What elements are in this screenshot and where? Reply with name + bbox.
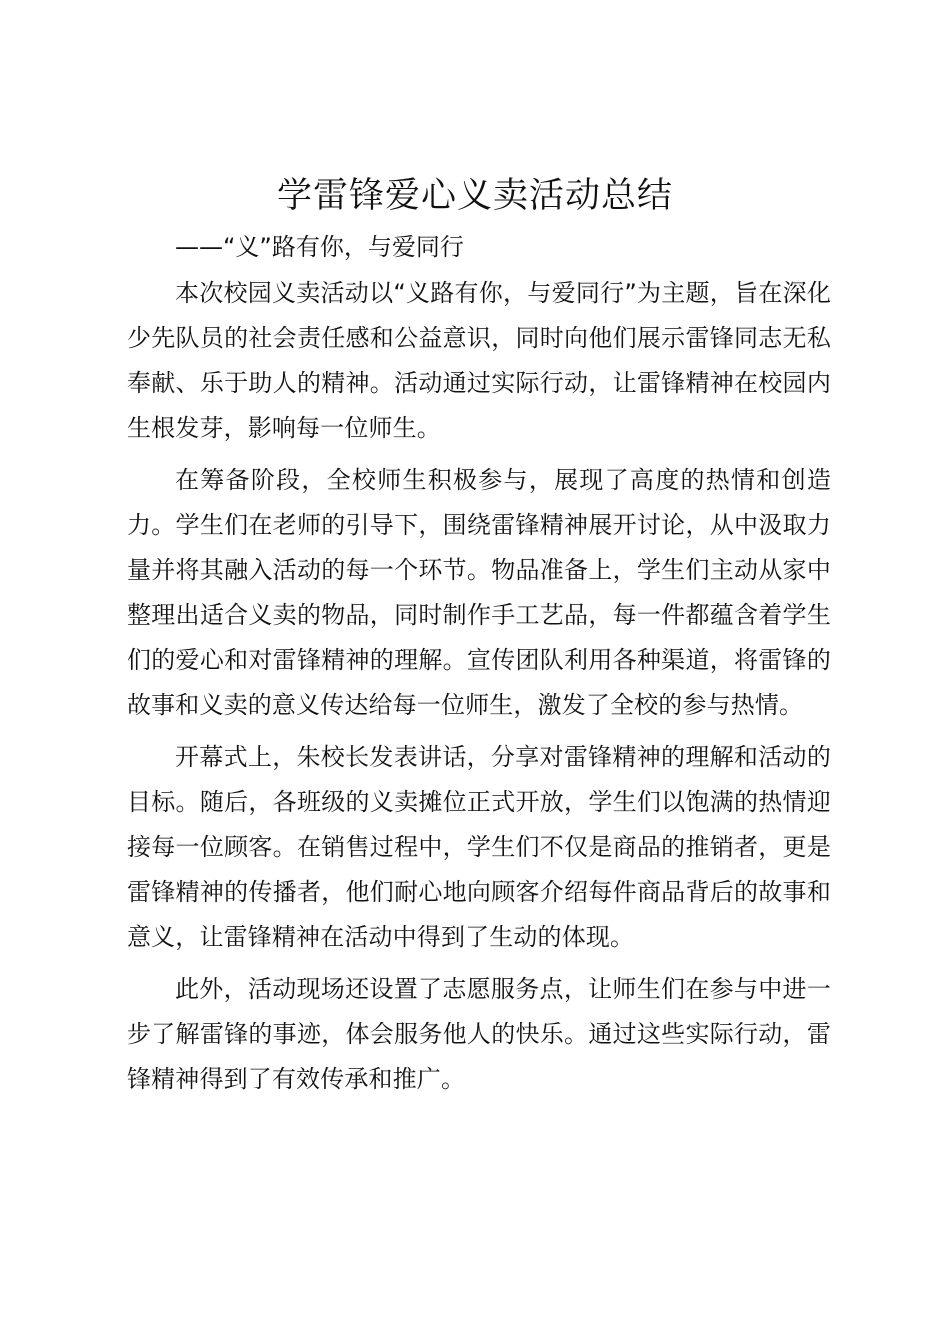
paragraph-intro: 本次校园义卖活动以“义路有你，与爱同行”为主题，旨在深化少先队员的社会责任感和公益意识，同时向他们展示雷锋同志无私奉献、乐于助人的精神。活动通过实际行动，让雷锋精神在校园内生根发芽，影响每一位师生。 [127, 279, 831, 442]
paragraph-preparation: 在筹备阶段，全校师生积极参与，展现了高度的热情和创造力。学生们在老师的引导下，围绕雷锋精神展开讨论，从中汲取力量并将其融入活动的每一个环节。物品准备上，学生们主动从家中整理出适合义卖的物品，同时制作手工艺品，每一件都蕴含着学生们的爱心和对雷锋精神的理解。宣传团队利用各种渠道，将雷锋的故事和义卖的意义传达给每一位师生，激发了全校的参与热情。 [127, 466, 831, 719]
document-subtitle: ——“义”路有你，与爱同行 [175, 233, 464, 261]
document-title: 学雷锋爱心义卖活动总结 [276, 176, 673, 216]
paragraph-opening-ceremony: 开幕式上，朱校长发表讲话，分享对雷锋精神的理解和活动的目标。随后，各班级的义卖摊位正式开放，学生们以饱满的热情迎接每一位顾客。在销售过程中，学生们不仅是商品的推销者，更是雷锋精神的传播者，他们耐心地向顾客介绍每件商品背后的故事和意义，让雷锋精神在活动中得到了生动的体现。 [127, 743, 831, 951]
paragraph-volunteer-service: 此外，活动现场还设置了志愿服务点，让师生们在参与中进一步了解雷锋的事迹，体会服务他人的快乐。通过这些实际行动，雷锋精神得到了有效传承和推广。 [127, 975, 831, 1093]
document-body [127, 271, 831, 1109]
